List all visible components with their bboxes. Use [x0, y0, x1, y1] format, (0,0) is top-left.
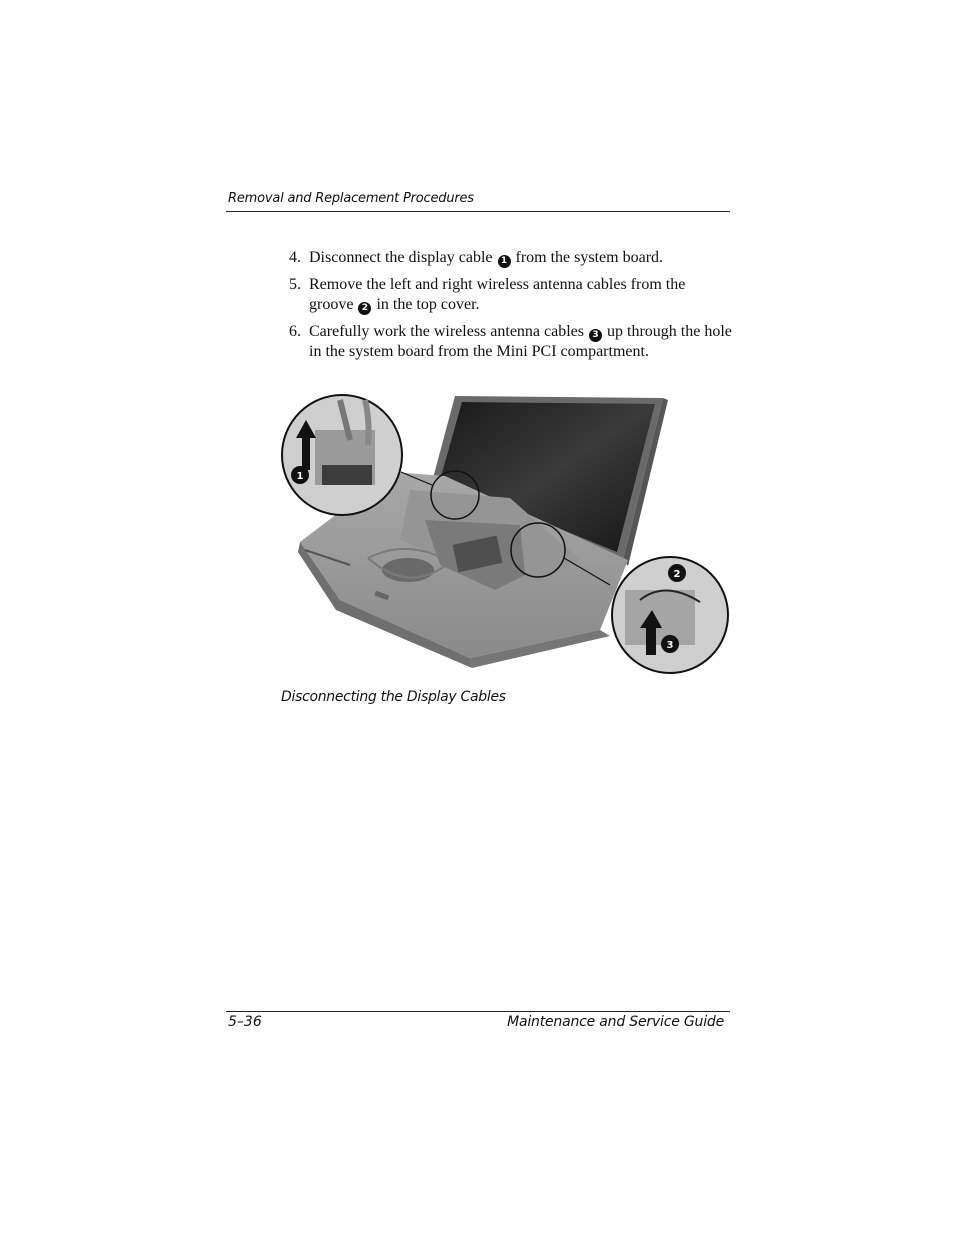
step-number: 6.: [289, 322, 301, 340]
callout-label: 2: [673, 569, 681, 580]
page-number: 5–36: [228, 1014, 262, 1030]
step-item: [289, 248, 739, 268]
step-number: 5.: [289, 276, 301, 293]
step-text: in the top cover.: [372, 295, 480, 313]
guide-title: Maintenance and Service Guide: [507, 1014, 724, 1030]
header-rule: [226, 211, 730, 212]
zoom-detail-1: [282, 395, 402, 515]
step-item: [289, 275, 709, 315]
laptop-illustration: [280, 390, 735, 680]
step-item: [289, 322, 739, 362]
figure-caption: Disconnecting the Display Cables: [281, 689, 506, 705]
step-text: Remove the left and right wireless antenna cables from the groove: [309, 276, 686, 313]
step-text: Disconnect the display cable: [309, 249, 493, 266]
step-text: from the system board.: [511, 249, 664, 266]
callout-label: 1: [296, 471, 304, 482]
zoom-detail-2: [612, 557, 728, 673]
callout-label: 3: [666, 640, 674, 651]
step-number: 4.: [289, 249, 301, 266]
footer-rule: [226, 1011, 730, 1012]
step-text: up through the hole in the system board from the Mini PCI compartment.: [309, 322, 732, 360]
step-text: Carefully work the wireless antenna cables: [309, 322, 585, 340]
callout-badge: 2: [358, 302, 371, 315]
callout-badge: 3: [589, 329, 602, 342]
running-header: Removal and Replacement Procedures: [228, 191, 474, 206]
callout-badge: 1: [498, 255, 511, 268]
procedure-steps: [289, 248, 739, 368]
